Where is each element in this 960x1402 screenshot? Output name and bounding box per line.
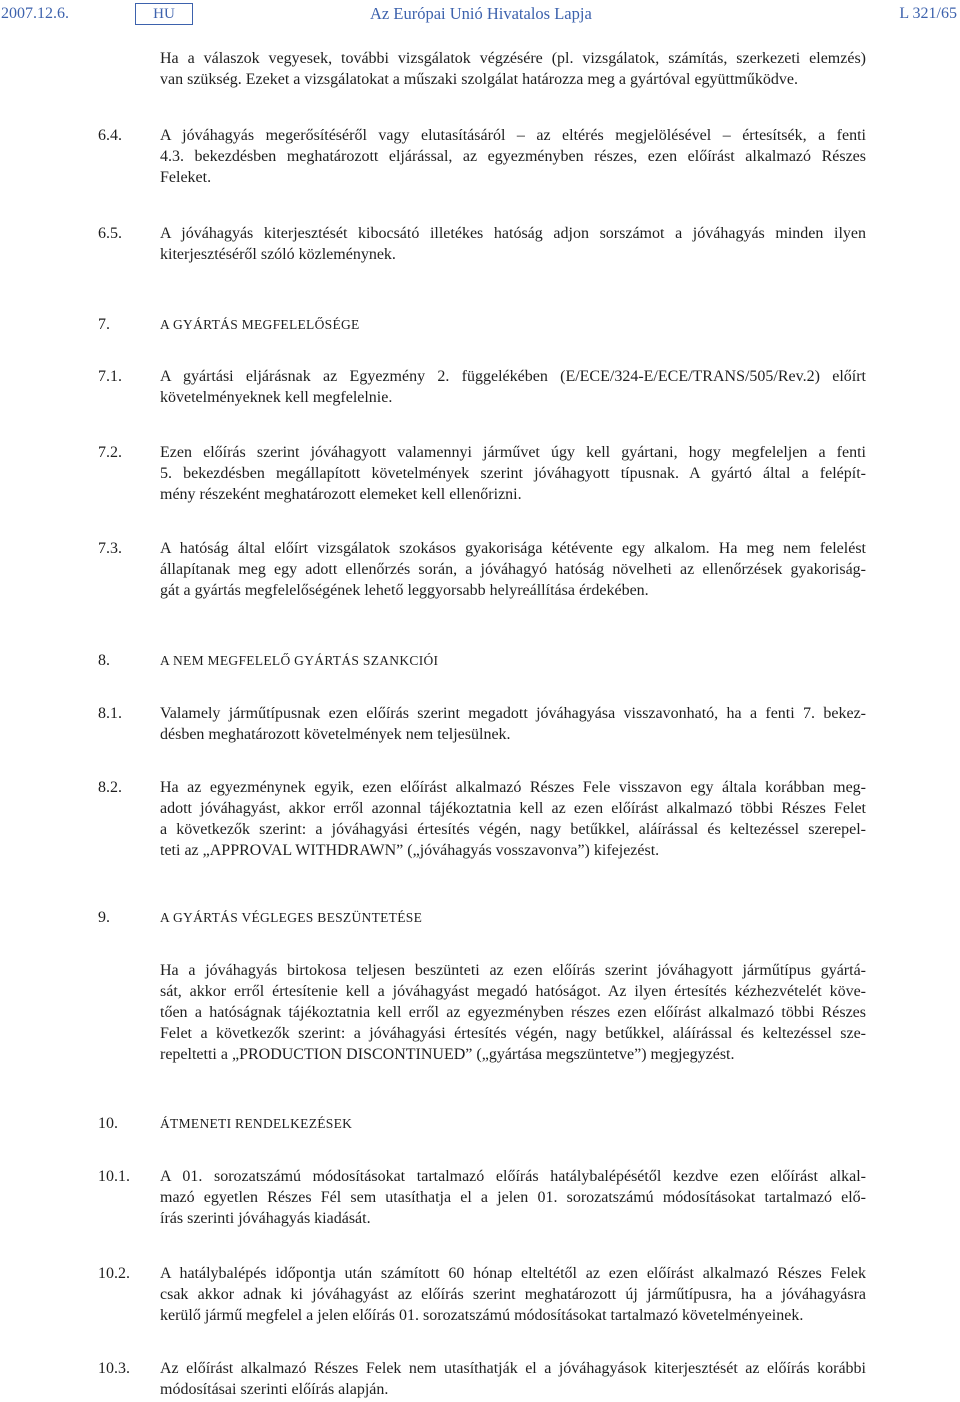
- section-number: 10.: [98, 1115, 118, 1132]
- text-line: a következők szerint: a jóváhagyási értesítés végén, nagy betűkkel, aláírással és keltezéssel szerepel-: [160, 821, 866, 838]
- paragraph-number: 10.3.: [98, 1360, 130, 1377]
- text-line: Ezen előírás szerint jóváhagyott valamennyi járművet úgy kell gyártani, hogy megfeleljen a fenti: [160, 444, 866, 461]
- text-line: Ha az egyezménynek egyik, ezen előírást alkalmazó Részes Fele visszavon egy általa korábban meg-: [160, 779, 866, 796]
- text-line: mazó egyetlen Részes Fél sem utasíthatja el a jelen 01. sorozatszámú módosításokat tartalmazó elő-: [160, 1189, 866, 1206]
- paragraph-number: 7.1.: [98, 368, 122, 385]
- paragraph-text: [160, 1263, 866, 1326]
- paragraph-number: 7.3.: [98, 540, 122, 557]
- text-line: állapítanak meg egy adott ellenőrzés során, a jóváhagyó hatóság növelheti az ellenőrzések gyakoriság-: [160, 561, 866, 578]
- paragraph-text: [160, 703, 866, 745]
- paragraph-number: 6.4.: [98, 127, 122, 144]
- paragraph-text: [160, 960, 866, 1065]
- paragraph-text: [160, 442, 866, 505]
- text-line: tően a hatóságnak tájékoztatnia kell erről az egyezményben részes ezen előírást alkalmazó többi Részes: [160, 1004, 866, 1021]
- text-line: írás szerinti jóváhagyás kiadását.: [160, 1210, 371, 1227]
- text-line: 5. bekezdésben megállapított követelmények szerint jóváhagyott típusnak. A gyártó által a felépít-: [160, 465, 866, 482]
- running-header: [0, 3, 960, 27]
- text-line: módosításai szerinti előírás alapján.: [160, 1381, 389, 1398]
- page-reference: L 321/65: [899, 5, 957, 22]
- section-heading: A GYÁRTÁS VÉGLEGES BESZÜNTETÉSE: [160, 910, 423, 925]
- paragraph-number: 8.2.: [98, 779, 122, 796]
- paragraph-number: 10.2.: [98, 1265, 130, 1282]
- paragraph-text: [160, 48, 866, 90]
- language-badge: HU: [135, 3, 193, 25]
- text-line: adott jóváhagyást, akkor erről azonnal tájékoztatnia kell az ezen előírást alkalmazó többi Részes Felet: [160, 800, 866, 817]
- paragraph-number: 7.2.: [98, 444, 122, 461]
- section-heading: ÁTMENETI RENDELKEZÉSEK: [160, 1116, 353, 1131]
- section-number: 8.: [98, 652, 110, 669]
- text-line: Valamely járműtípusnak ezen előírás szerint megadott jóváhagyása visszavonható, ha a fenti 7. bekez-: [160, 705, 866, 722]
- text-line: repeltetti a „PRODUCTION DISCONTINUED” („gyártása megszüntetve”) megjegyzést.: [160, 1046, 735, 1063]
- text-line: Ha a jóváhagyás birtokosa teljesen beszünteti az ezen előírás szerint jóváhagyott járműtípus gyártá-: [160, 962, 866, 979]
- text-line: A gyártási eljárásnak az Egyezmény 2. függelékében (E/ECE/324-E/ECE/TRANS/505/Rev.2) előírt: [160, 368, 866, 385]
- paragraph-number: 8.1.: [98, 705, 122, 722]
- text-line: gát a gyártás megfelelőségének lehető leggyorsabb helyreállítása érdekében.: [160, 582, 649, 599]
- publication-date: 2007.12.6.: [1, 5, 69, 22]
- text-line: A hatálybalépés időpontja után számított 60 hónap elteltétől az ezen előírást alkalmazó Részes Felek: [160, 1265, 866, 1282]
- text-line: kerülő jármű megfelel a jelen előírás 01. sorozatszámú módosításokat tartalmazó követelményeinek.: [160, 1307, 804, 1324]
- text-line: A jóváhagyás megerősítéséről vagy elutasításáról – az eltérés megjelölésével – értesítsék, a fenti: [160, 127, 866, 144]
- paragraph-text: [160, 1358, 866, 1400]
- section-heading: A NEM MEGFELELŐ GYÁRTÁS SZANKCIÓI: [160, 653, 439, 668]
- paragraph-text: [160, 777, 866, 861]
- section-number: 7.: [98, 316, 110, 333]
- section-number: 9.: [98, 909, 110, 926]
- text-line: Az előírást alkalmazó Részes Felek nem utasíthatják el a jóváhagyások kiterjesztését az előírás korábbi: [160, 1360, 866, 1377]
- text-line: van szükség. Ezeket a vizsgálatokat a műszaki szolgálat határozza meg a gyártóval együttműködve.: [160, 71, 798, 88]
- text-line: teti az „APPROVAL WITHDRAWN” („jóváhagyás vosszavonva”) kifejezést.: [160, 842, 660, 859]
- text-line: désben meghatározott követelmények nem teljesülnek.: [160, 726, 511, 743]
- text-line: sát, akkor erről értesítenie kell a jóváhagyást megadó hatóságot. Az ilyen értesítés kézhezvételét köve-: [160, 983, 866, 1000]
- paragraph-text: [160, 125, 866, 188]
- text-line: A jóváhagyás kiterjesztését kibocsátó illetékes hatóság adjon sorszámot a jóváhagyás minden ilyen: [160, 225, 866, 242]
- text-line: követelményeknek kell megfelelnie.: [160, 389, 393, 406]
- paragraph-text: [160, 1166, 866, 1229]
- text-line: Ha a válaszok vegyesek, további vizsgálatok végzésére (pl. vizsgálatok, számítás, szerkezeti elemzés): [160, 50, 866, 67]
- text-line: mény részeként meghatározott elemeket kell ellenőrizni.: [160, 486, 522, 503]
- text-line: kiterjesztéséről szóló közleménynek.: [160, 246, 396, 263]
- text-line: A hatóság által előírt vizsgálatok szokásos gyakorisága kétévente egy alkalom. Ha meg nem felelést: [160, 540, 866, 557]
- paragraph-text: [160, 366, 866, 408]
- paragraph-text: [160, 538, 866, 601]
- paragraph-number: 6.5.: [98, 225, 122, 242]
- journal-title: Az Európai Unió Hivatalos Lapja: [370, 4, 592, 23]
- text-line: Feleket.: [160, 169, 212, 186]
- paragraph-number: 10.1.: [98, 1168, 130, 1185]
- text-line: csak akkor adnak ki jóváhagyást az előírás szerint meghatározott új járműtípusra, ha a jóváhagyásra: [160, 1286, 866, 1303]
- paragraph-text: [160, 223, 866, 265]
- text-line: Felet a következők szerint: a jóváhagyási értesítés végén, nagy betűkkel, aláírással és keltezéssel sze-: [160, 1025, 866, 1042]
- text-line: 4.3. bekezdésben meghatározott eljárással, az egyezményben részes, ezen előírást alkalmazó Részes: [160, 148, 866, 165]
- text-line: A 01. sorozatszámú módosításokat tartalmazó előírás hatálybalépésétől kezdve ezen előírást alkal-: [160, 1168, 866, 1185]
- section-heading: A GYÁRTÁS MEGFELELŐSÉGE: [160, 317, 360, 332]
